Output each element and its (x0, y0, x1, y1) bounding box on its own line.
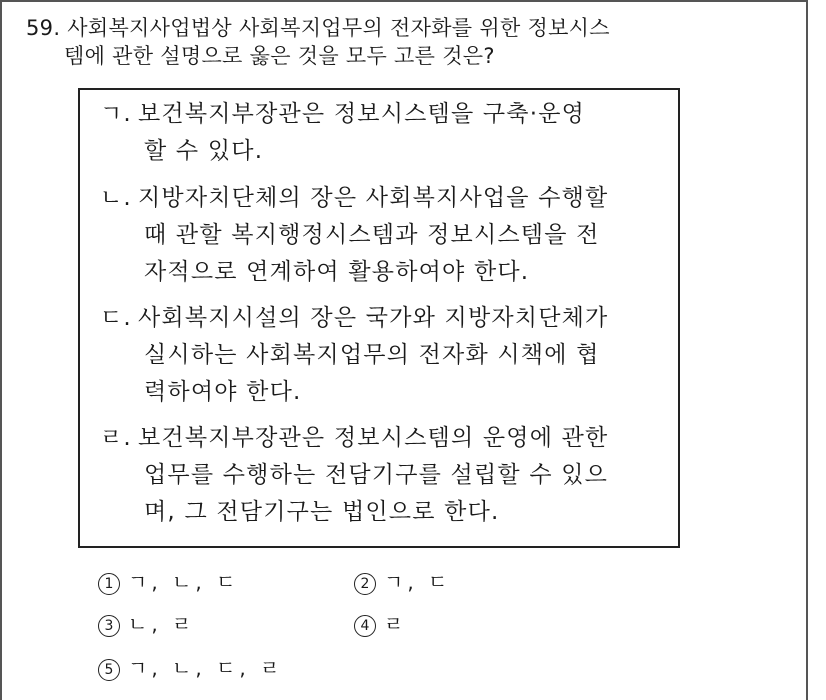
statement-d (100, 420, 608, 531)
statement-b (100, 180, 608, 291)
statement-text: 때 관할 복지행정시스템과 정보시스템을 전 (144, 222, 600, 248)
choice-number: 2 (354, 573, 376, 595)
statement-text: 지방자치단체의 장은 사회복지사업을 수행할 (138, 185, 609, 211)
statement-box (78, 88, 680, 548)
statement-c (100, 300, 608, 411)
choice-text: ㄹ (384, 612, 408, 636)
statement-text: 보건복지부장관은 정보시스템을 구축·운영 (138, 101, 586, 127)
choice-3[interactable] (98, 608, 195, 637)
statement-text: 며, 그 전담기구는 법인으로 한다. (144, 499, 500, 525)
choice-number: 4 (354, 615, 376, 637)
choice-text: ㄱ, ㄴ, ㄷ, ㄹ (128, 656, 284, 680)
choice-1[interactable] (98, 566, 239, 595)
choice-text: ㄱ, ㄷ (384, 570, 452, 594)
statement-label: ㄱ. (100, 101, 132, 127)
question-number: 59. (26, 16, 61, 40)
statement-label: ㄴ. (100, 185, 132, 211)
choice-2[interactable] (354, 566, 451, 595)
choice-number: 3 (98, 615, 120, 637)
choice-number: 5 (98, 659, 120, 681)
choice-4[interactable] (354, 608, 407, 637)
choice-5[interactable] (98, 652, 283, 681)
statement-text: 업무를 수행하는 전담기구를 설립할 수 있으 (144, 462, 609, 488)
question-stem (26, 14, 766, 70)
choice-number: 1 (98, 573, 120, 595)
statement-text: 할 수 있다. (144, 138, 264, 164)
choice-text: ㄱ, ㄴ, ㄷ (128, 570, 240, 594)
statement-text: 사회복지시설의 장은 국가와 지방자치단체가 (138, 305, 609, 331)
choice-text: ㄴ, ㄹ (128, 612, 196, 636)
question-text-line-2: 템에 관한 설명으로 옳은 것을 모두 고른 것은? (64, 44, 495, 68)
statement-text: 력하여야 한다. (144, 379, 302, 405)
statement-text: 보건복지부장관은 정보시스템의 운영에 관한 (138, 425, 609, 451)
statement-a (100, 96, 585, 170)
question-text-line-1: 사회복지사업법상 사회복지업무의 전자화를 위한 정보시스 (67, 16, 610, 40)
statement-text: 자적으로 연계하여 활용하여야 한다. (144, 259, 530, 285)
statement-text: 실시하는 사회복지업무의 전자화 시책에 협 (144, 342, 600, 368)
statement-label: ㄹ. (100, 425, 132, 451)
statement-label: ㄷ. (100, 305, 132, 331)
